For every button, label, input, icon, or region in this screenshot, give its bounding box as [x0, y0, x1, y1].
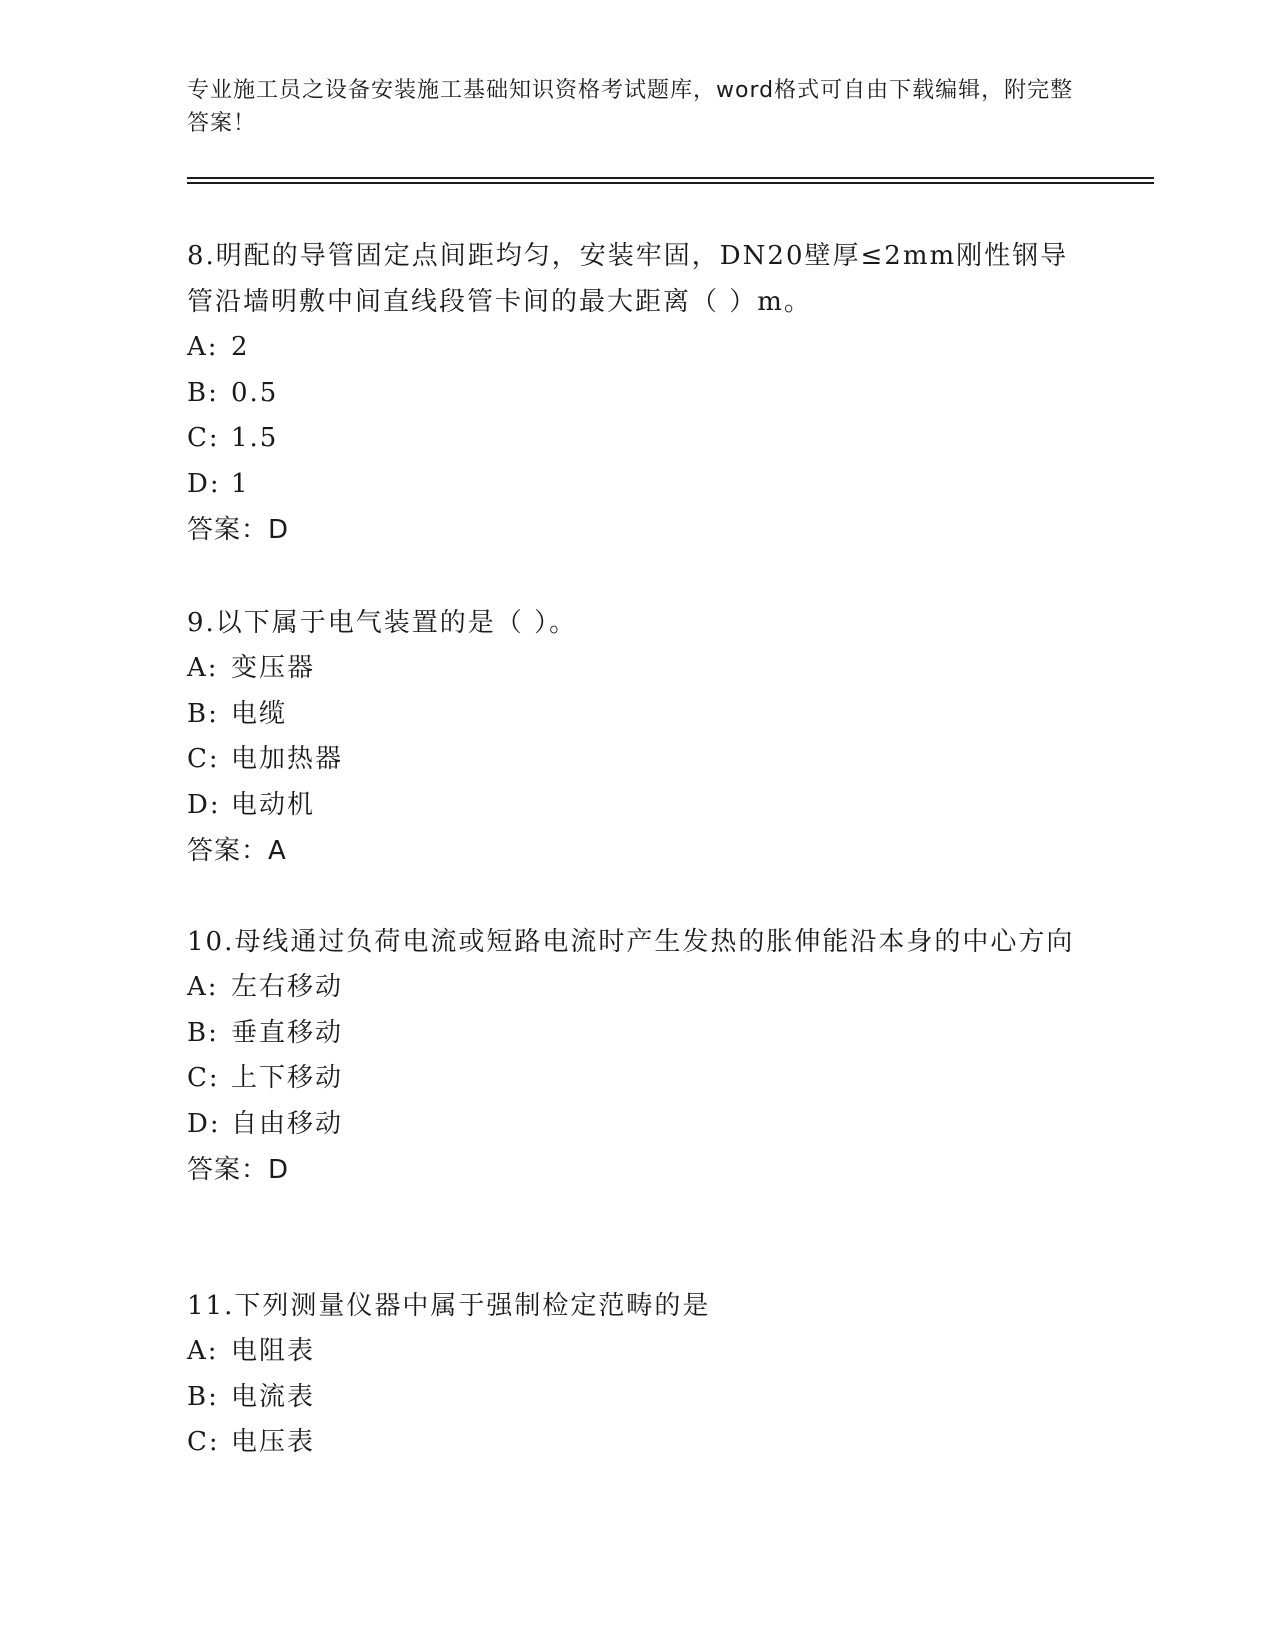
option-letter: B: — [187, 1381, 219, 1412]
question-stem: 9.以下属于电气装置的是（ ）。 — [187, 608, 578, 638]
option-letter: C: — [187, 744, 220, 774]
option-text: 垂直移动 — [231, 1017, 344, 1048]
option-text: 0.5 — [231, 377, 279, 408]
question-9 — [187, 600, 1087, 874]
option-letter: A: — [187, 972, 219, 1002]
option-d — [187, 783, 1087, 829]
option-letter: B: — [187, 698, 219, 729]
option-text: 左右移动 — [231, 972, 344, 1002]
option-letter: D: — [187, 789, 221, 820]
option-letter: B: — [187, 1017, 219, 1048]
question-stem: 10.母线通过负荷电流或短路电流时产生发热的胀伸能沿本身的中心方向 — [187, 927, 1075, 957]
question-8 — [187, 233, 1087, 553]
option-letter: A: — [187, 1336, 219, 1366]
option-text: 电阻表 — [231, 1336, 316, 1366]
option-letter: B: — [187, 377, 219, 408]
option-letter: A: — [187, 332, 219, 362]
option-c — [187, 1420, 1087, 1466]
option-letter: D: — [187, 468, 221, 499]
option-b — [187, 692, 1087, 738]
option-d — [187, 462, 1087, 508]
document-header: 专业施工员之设备安装施工基础知识资格考试题库，word格式可自由下载编辑，附完整答案！ — [187, 78, 1074, 136]
option-text: 电压表 — [231, 1427, 316, 1457]
answer-line: 答案：A — [187, 836, 287, 866]
answer-line: 答案：D — [187, 515, 290, 545]
header-rule-top — [187, 177, 1154, 179]
answer-line: 答案：D — [187, 1155, 290, 1185]
option-text: 2 — [231, 332, 250, 362]
header-rule-bottom — [187, 182, 1154, 184]
question-10 — [187, 919, 1087, 1193]
option-text: 电加热器 — [231, 744, 344, 774]
option-letter: A: — [187, 653, 219, 683]
question-stem: 8.明配的导管固定点间距均匀，安装牢固，DN20壁厚≤2mm刚性钢导管沿墙明敷中间直线段管卡间的最大距离（ ）m。 — [187, 241, 1069, 317]
option-letter: C: — [187, 1063, 220, 1093]
option-b — [187, 1375, 1087, 1421]
option-text: 上下移动 — [231, 1063, 344, 1093]
question-11 — [187, 1283, 1087, 1466]
option-text: 变压器 — [231, 653, 316, 683]
option-b — [187, 371, 1087, 417]
option-a — [187, 325, 1087, 371]
option-text: 1.5 — [231, 423, 279, 453]
option-b — [187, 1011, 1087, 1057]
option-text: 电流表 — [231, 1381, 316, 1412]
option-letter: D: — [187, 1108, 221, 1139]
option-a — [187, 1329, 1087, 1375]
option-a — [187, 965, 1087, 1011]
option-text: 1 — [231, 468, 250, 499]
option-letter: C: — [187, 1427, 220, 1457]
option-text: 电动机 — [231, 789, 316, 820]
option-letter: C: — [187, 423, 220, 453]
option-text: 电缆 — [231, 698, 288, 729]
option-a — [187, 646, 1087, 692]
option-text: 自由移动 — [231, 1108, 344, 1139]
option-d — [187, 1102, 1087, 1148]
question-stem: 11.下列测量仪器中属于强制检定范畴的是 — [187, 1291, 711, 1321]
option-c — [187, 1056, 1087, 1102]
option-c — [187, 737, 1087, 783]
option-c — [187, 416, 1087, 462]
